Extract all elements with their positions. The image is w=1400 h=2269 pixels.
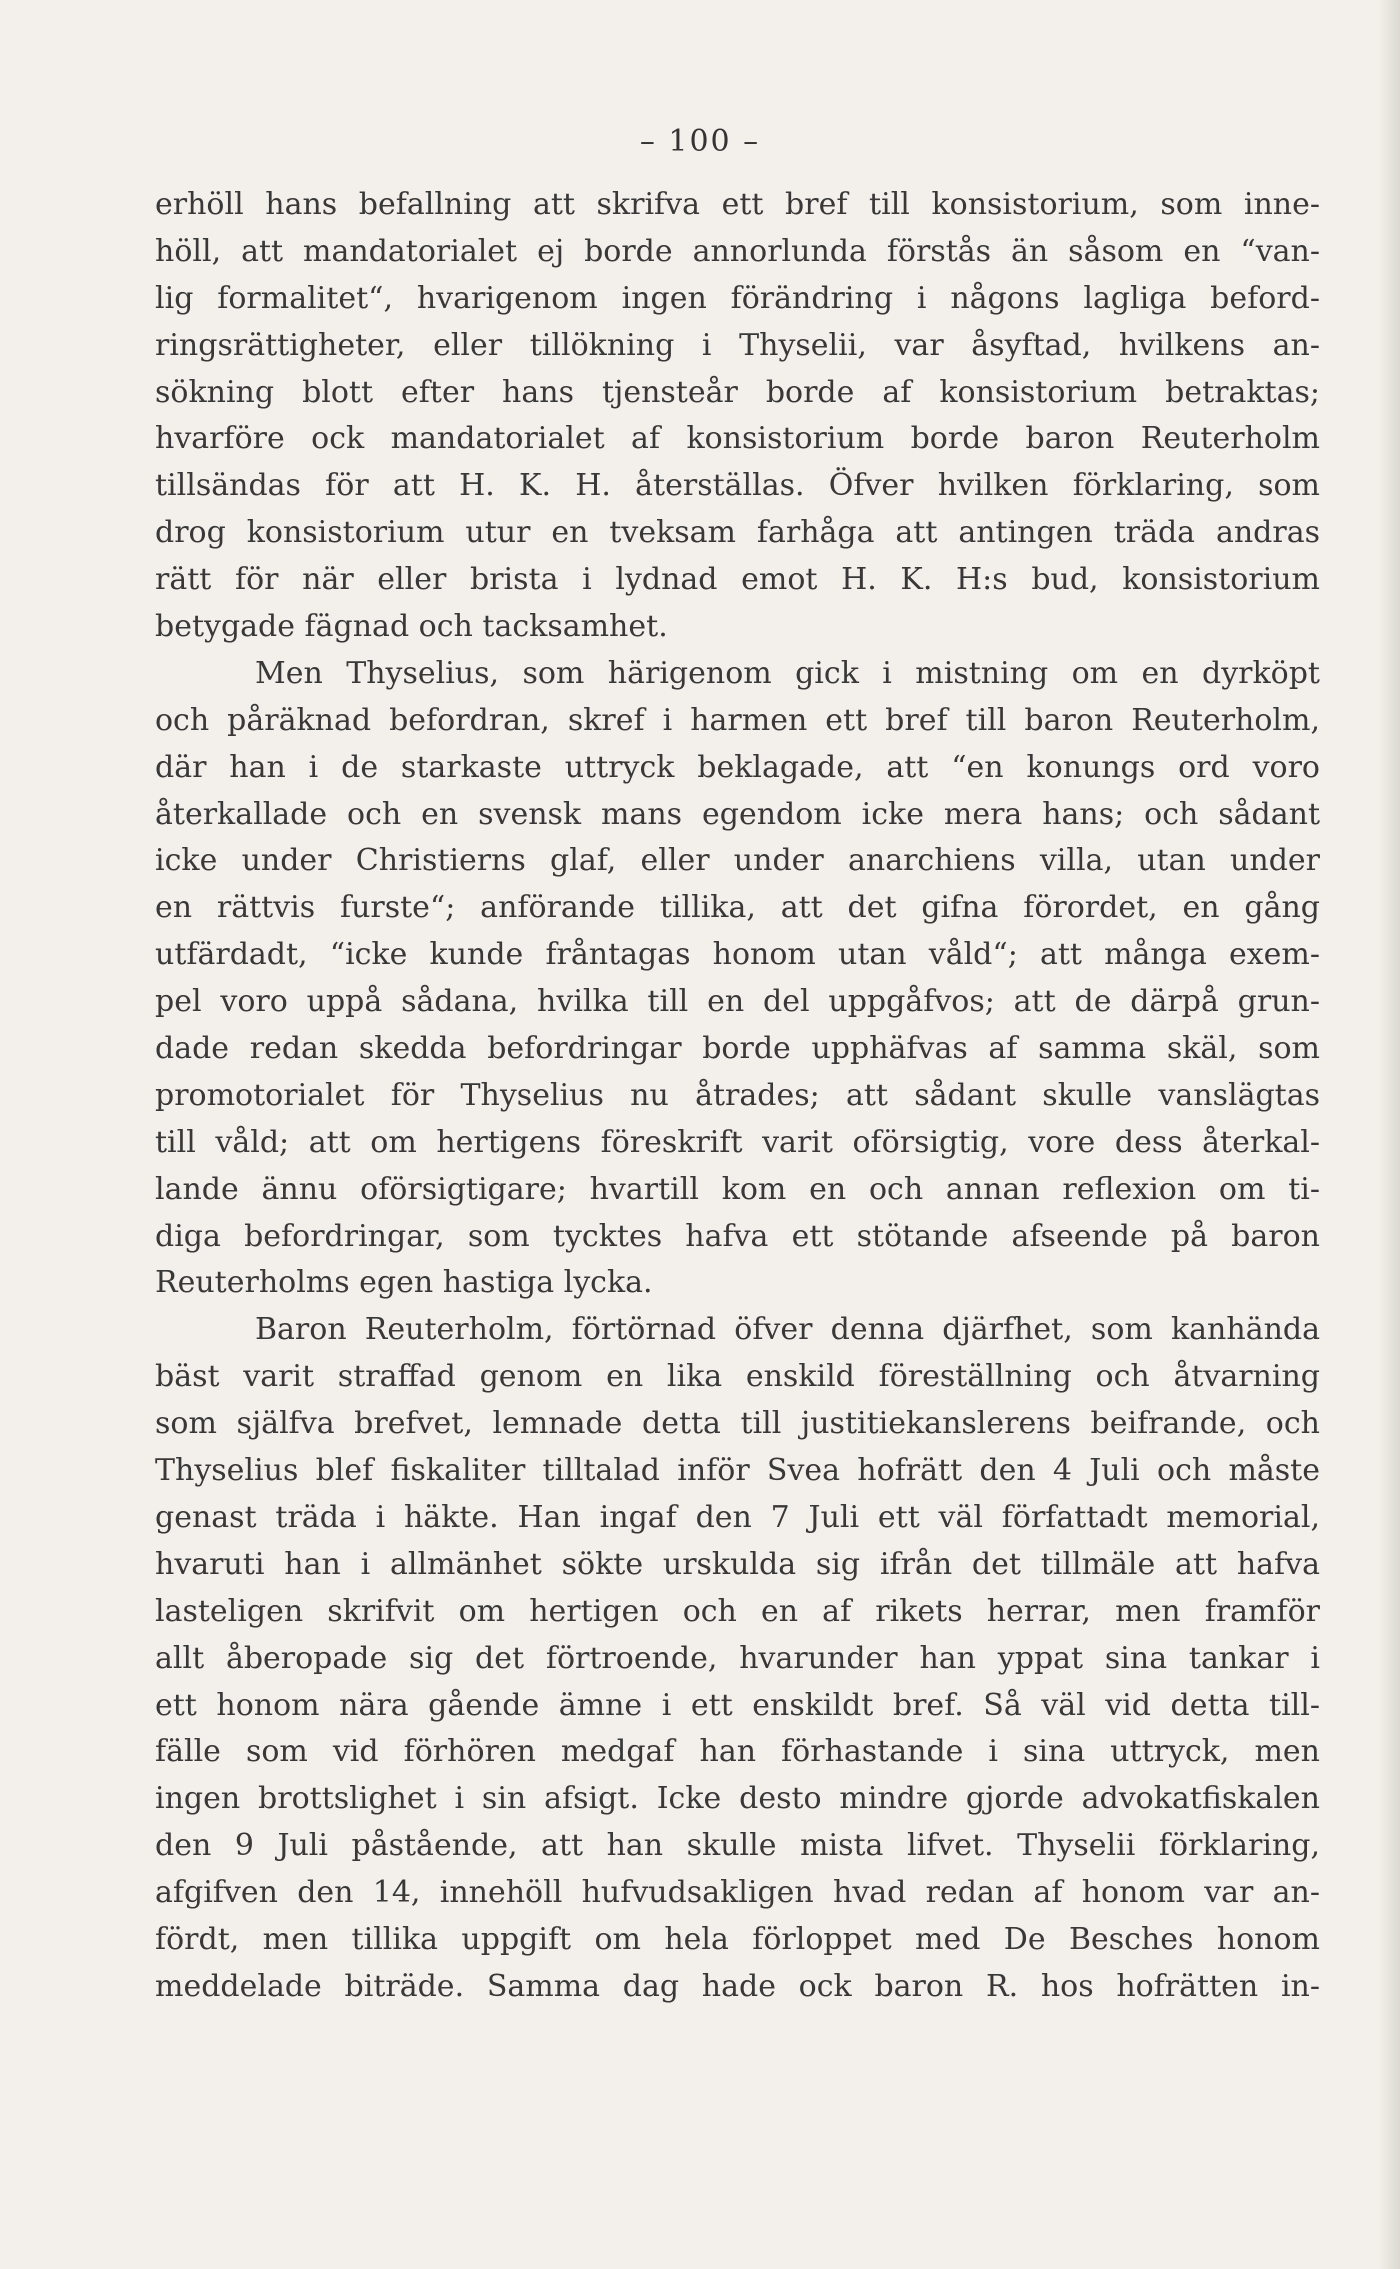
text-line: drog konsistorium utur en tveksam farhåga att antingen träda andras (155, 515, 1320, 551)
text-line: höll, att mandatorialet ej borde annorlunda förstås än såsom en “van- (155, 233, 1320, 269)
text-line: icke under Christierns glaf, eller under anarchiens villa, utan under (155, 843, 1320, 879)
text-line: lasteligen skrifvit om hertigen och en af rikets herrar, men framför (155, 1593, 1320, 1629)
text-line: Reuterholms egen hastiga lycka. (155, 1265, 653, 1301)
text-line: till våld; att om hertigens föreskrift varit oförsigtig, vore dess återkal- (155, 1124, 1320, 1160)
text-line: ringsrättigheter, eller tillökning i Thyselii, var åsyftad, hvilkens an- (155, 327, 1320, 363)
text-line: som själfva brefvet, lemnade detta till justitiekanslerens beifrande, och (155, 1406, 1320, 1442)
text-line: lande ännu oförsigtigare; hvartill kom en och annan reflexion om ti- (155, 1171, 1320, 1207)
text-line: återkallade och en svensk mans egendom icke mera hans; och sådant (155, 796, 1320, 832)
text-line: sökning blott efter hans tjensteår borde af konsistorium betraktas; (155, 374, 1320, 410)
text-line: hvaruti han i allmänhet sökte urskulda sig ifrån det tillmäle att hafva (155, 1546, 1320, 1582)
text-line: en rättvis furste“; anförande tillika, att det gifna förordet, en gång (155, 890, 1320, 926)
text-line: lig formalitet“, hvarigenom ingen förändring i någons lagliga beford- (155, 280, 1320, 316)
page-edge-shadow (1378, 0, 1400, 2269)
text-line: Thyselius blef fiskaliter tilltalad inför Svea hofrätt den 4 Juli och måste (155, 1453, 1320, 1489)
text-line: den 9 Juli påstående, att han skulle mista lifvet. Thyselii förklaring, (155, 1828, 1320, 1864)
text-line: och påräknad befordran, skref i harmen ett bref till baron Reuterholm, (155, 702, 1320, 738)
text-line: tillsändas för att H. K. H. återställas. Öfver hvilken förklaring, som (155, 468, 1320, 504)
text-line: promotorialet för Thyselius nu åtrades; att sådant skulle vanslägtas (155, 1077, 1320, 1113)
text-line: dade redan skedda befordringar borde upphäfvas af samma skäl, som (155, 1031, 1320, 1067)
page-number: – 100 – (639, 124, 761, 159)
text-line: hvarföre ock mandatorialet af konsistorium borde baron Reuterholm (155, 421, 1320, 457)
text-line: pel voro uppå sådana, hvilka till en del uppgåfvos; att de därpå grun- (155, 984, 1320, 1020)
paragraph-start-line: Baron Reuterholm, förtörnad öfver denna djärfhet, som kanhända (255, 1312, 1320, 1348)
text-line: diga befordringar, som tycktes hafva ett stötande afseende på baron (155, 1218, 1320, 1254)
text-line: betygade fägnad och tacksamhet. (155, 609, 668, 645)
paragraph-start-line: Men Thyselius, som härigenom gick i mistning om en dyrköpt (255, 655, 1320, 691)
text-line: genast träda i häkte. Han ingaf den 7 Juli ett väl författadt memorial, (155, 1499, 1320, 1535)
text-line: afgifven den 14, innehöll hufvudsakligen hvad redan af honom var an- (155, 1875, 1320, 1911)
text-line: fälle som vid förhören medgaf han förhastande i sina uttryck, men (155, 1734, 1320, 1770)
text-line: fördt, men tillika uppgift om hela förloppet med De Besches honom (155, 1921, 1320, 1957)
text-line: där han i de starkaste uttryck beklagade, att “en konungs ord voro (155, 749, 1320, 785)
text-line: rätt för när eller brista i lydnad emot H. K. H:s bud, konsistorium (155, 562, 1320, 598)
text-line: erhöll hans befallning att skrifva ett bref till konsistorium, som inne- (155, 187, 1320, 222)
text-line: ett honom nära gående ämne i ett enskildt bref. Så väl vid detta till- (155, 1687, 1320, 1723)
text-line: bäst varit straffad genom en lika enskild föreställning och åtvarning (155, 1359, 1320, 1395)
text-line: utfärdadt, “icke kunde fråntagas honom utan våld“; att många exem- (155, 937, 1320, 973)
text-line: meddelade biträde. Samma dag hade ock baron R. hos hofrätten in- (155, 1968, 1320, 2004)
text-line: allt åberopade sig det förtroende, hvarunder han yppat sina tankar i (155, 1640, 1320, 1676)
text-line: ingen brottslighet i sin afsigt. Icke desto mindre gjorde advokatfiskalen (155, 1781, 1320, 1817)
body-text (155, 182, 1320, 2011)
